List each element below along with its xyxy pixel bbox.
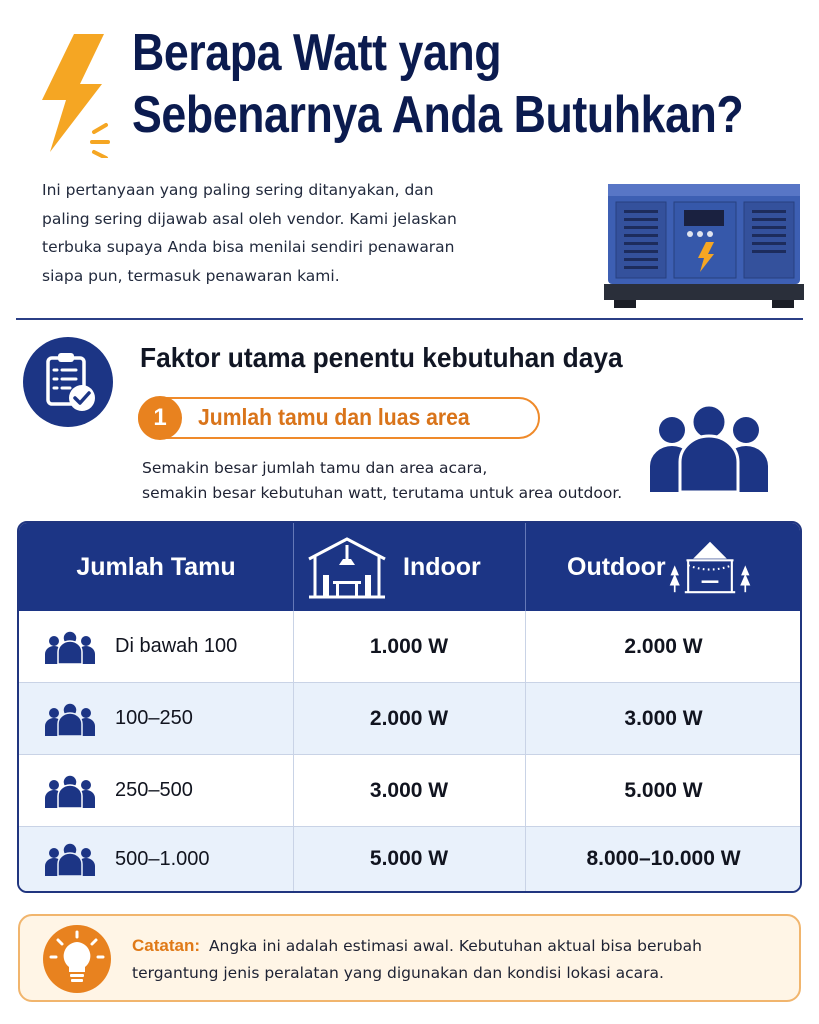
title-line-2: Sebenarnya Anda Butuhkan? bbox=[132, 86, 744, 144]
section-title: Faktor utama penentu kebutuhan daya bbox=[140, 342, 623, 373]
indoor-watt: 5.000 W bbox=[369, 847, 449, 870]
divider bbox=[16, 318, 803, 320]
guest-cell bbox=[45, 827, 285, 891]
column-divider bbox=[293, 611, 294, 891]
table-row bbox=[19, 827, 800, 891]
indoor-watt: 2.000 W bbox=[369, 706, 449, 730]
table-header bbox=[19, 523, 800, 611]
people-group-icon bbox=[648, 402, 770, 492]
guest-cell bbox=[45, 611, 285, 682]
note-line: Angka ini adalah estimasi awal. Kebutuhan aktual bisa berubah bbox=[208, 937, 702, 955]
tent-trees-icon bbox=[668, 535, 752, 599]
table-row bbox=[19, 755, 800, 826]
watt-table bbox=[17, 521, 802, 893]
column-divider bbox=[525, 611, 526, 891]
outdoor-watt: 8.000–10.000 W bbox=[586, 847, 741, 870]
people-group-icon bbox=[45, 774, 95, 808]
clipboard-check-icon bbox=[22, 336, 114, 428]
indoor-watt: 1.000 W bbox=[369, 634, 449, 658]
intro-line: siapa pun, termasuk penawaran kami. bbox=[42, 266, 340, 285]
outdoor-watt: 3.000 W bbox=[624, 706, 703, 730]
header-outdoor bbox=[567, 523, 799, 611]
factor-pill bbox=[138, 397, 540, 439]
guest-cell bbox=[45, 683, 285, 754]
header-indoor-label: Indoor bbox=[403, 552, 481, 581]
header-indoor bbox=[305, 523, 519, 611]
guest-range: 500–1.000 bbox=[115, 847, 210, 870]
people-group-icon bbox=[45, 702, 95, 736]
indoor-watt: 3.000 W bbox=[369, 778, 449, 802]
factor-label: Jumlah tamu dan luas area bbox=[198, 404, 470, 430]
outdoor-watt: 2.000 W bbox=[624, 634, 703, 658]
title-line-1: Berapa Watt yang bbox=[132, 24, 502, 82]
note-box bbox=[18, 914, 801, 1002]
guest-cell bbox=[45, 755, 285, 826]
outdoor-watt: 5.000 W bbox=[624, 778, 703, 802]
house-lamp-icon bbox=[305, 535, 389, 599]
page-title bbox=[132, 22, 743, 146]
lightning-icon bbox=[34, 30, 112, 158]
intro-paragraph bbox=[42, 176, 542, 290]
factor-description-line: Semakin besar jumlah tamu dan area acara, bbox=[142, 459, 488, 477]
generator-icon bbox=[604, 178, 804, 318]
factor-description bbox=[142, 456, 642, 506]
header-divider bbox=[293, 523, 294, 611]
factor-description-line: semakin besar kebutuhan watt, terutama untuk area outdoor. bbox=[142, 484, 623, 502]
note-label: Catatan: bbox=[132, 936, 201, 955]
note-text bbox=[132, 932, 772, 987]
header-outdoor-label: Outdoor bbox=[567, 552, 666, 581]
table-row bbox=[19, 611, 800, 682]
intro-line: paling sering dijawab asal oleh vendor. Kami jelaskan bbox=[42, 209, 457, 228]
intro-line: Ini pertanyaan yang paling sering ditanyakan, dan bbox=[42, 181, 434, 199]
note-line: tergantung jenis peralatan yang digunakan dan kondisi lokasi acara. bbox=[132, 964, 664, 982]
people-group-icon bbox=[45, 630, 95, 664]
guest-range: 100–250 bbox=[115, 707, 193, 729]
lightbulb-icon bbox=[42, 924, 112, 994]
people-group-icon bbox=[45, 842, 95, 876]
intro-line: terbuka supaya Anda bisa menilai sendiri penawaran bbox=[42, 238, 455, 256]
table-row bbox=[19, 683, 800, 754]
guest-range: 250–500 bbox=[115, 779, 193, 801]
factor-number-badge: 1 bbox=[138, 396, 182, 440]
guest-range: Di bawah 100 bbox=[115, 635, 238, 657]
header-guests: Jumlah Tamu bbox=[76, 552, 236, 581]
header-divider bbox=[525, 523, 526, 611]
